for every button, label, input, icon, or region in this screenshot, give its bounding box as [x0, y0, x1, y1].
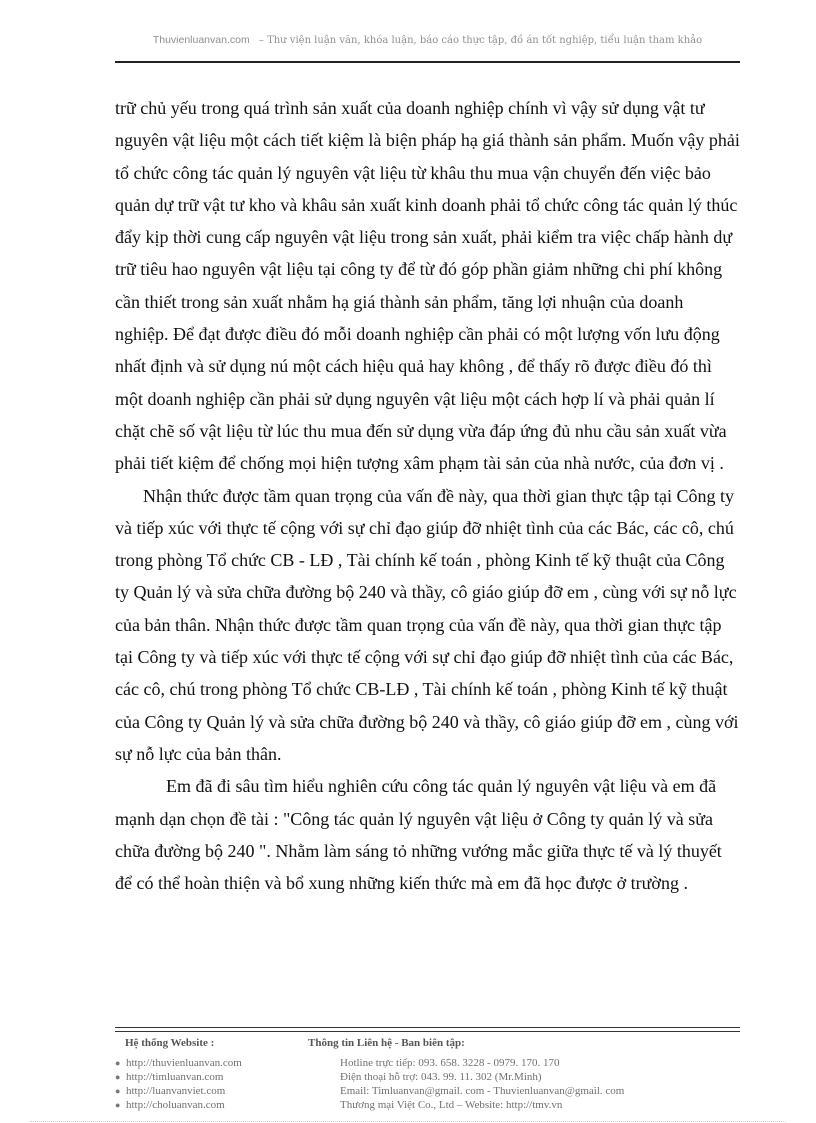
website-link[interactable]: http://luanvanviet.com: [126, 1085, 226, 1097]
websites-heading: Hệ thống Website :: [125, 1037, 215, 1049]
bullet-icon: ●: [115, 1100, 121, 1110]
header-site-name: Thuvienluanvan.com: [152, 34, 250, 46]
contact-hotline: Hotline trực tiếp: 093. 658. 3228 - 0979. 170. 170: [340, 1057, 560, 1069]
bullet-icon: ●: [115, 1086, 121, 1096]
contact-email[interactable]: Email: Timluanvan@gmail. com - Thuvienluanvan@gmail. com: [340, 1085, 625, 1097]
page-footer: [115, 1036, 740, 1118]
header-tagline: – Thư viện luận văn, khóa luận, báo cáo thực tập, đồ án tốt nghiệp, tiểu luận tham khảo: [258, 35, 703, 46]
footer-contact: [308, 1036, 748, 1112]
website-link[interactable]: http://choluanvan.com: [126, 1099, 225, 1111]
footer-websites: [115, 1036, 305, 1112]
body-paragraph-1: trữ chủ yếu trong quá trình sản xuất của doanh nghiệp chính vì vậy sử dụng vật tư nguyên vật liệu một cách tiết kiệm là biện pháp hạ giá thành sản phẩm. Muốn vậy phải tổ chức công tác quản lý nguyên vật liệu từ khâu thu mua vận chuyển đến việc bảo quản dự trữ vật tư kho và khâu sản xuất kinh doanh phải tổ chức công tác quản lý thúc đẩy kịp thời cung cấp nguyên vật liệu trong sản xuất, phải kiểm tra việc chấp hành dự trữ tiêu hao nguyên vật liệu tại công ty để từ đó góp phần giảm những chi phí không cần thiết trong sản xuất nhằm hạ giá thành sản phẩm, tăng lợi nhuận của doanh nghiệp. Để đạt được điều đó mỗi doanh nghiệp cần phải có một lượng vốn lưu động nhất định và sử dụng nú một cách hiệu quả hay không , để thấy rõ được điều đó thì một doanh nghiệp cần phải sử dụng nguyên vật liệu một cách hợp lí và phải quản lí chặt chẽ số vật liệu từ lúc thu mua đến sử dụng vừa đáp ứng đủ nhu cầu sản xuất vừa phải tiết kiệm để chống mọi hiện tượng xâm phạm tài sản của nhà nước, của đơn vị .: [115, 98, 740, 474]
document-body: [115, 92, 740, 899]
website-list: [115, 1056, 305, 1112]
contact-company[interactable]: Thương mại Việt Co., Ltd – Website: http://tmv.vn: [340, 1099, 563, 1111]
website-item[interactable]: [115, 1098, 305, 1112]
contact-phone: Điện thoại hỗ trợ: 043. 99. 11. 302 (Mr.Minh): [340, 1071, 542, 1083]
bottom-dotted-line: [30, 1121, 786, 1122]
body-paragraph-3: Em đã đi sâu tìm hiểu nghiên cứu công tác quản lý nguyên vật liệu và em đã mạnh dạn chọn đề tài : "Công tác quản lý nguyên vật liệu ở Công ty quản lý và sửa chữa đường bộ 240 ". Nhằm làm sáng tỏ những vướng mắc giữa thực tế và lý thuyết để có thể hoàn thiện và bổ xung những kiến thức mà em đã học được ở trường .: [115, 776, 722, 894]
header-divider: [115, 61, 740, 63]
body-paragraph-2: Nhận thức được tầm quan trọng của vấn đề này, qua thời gian thực tập tại Công ty và tiếp xúc với thực tế cộng với sự chỉ đạo giúp đỡ nhiệt tình của các Bác, các cô, chú trong phòng Tổ chức CB - LĐ , Tài chính kế toán , phòng Kinh tế kỹ thuật của Công ty Quản lý và sửa chữa đường bộ 240 và thầy, cô giáo giúp đỡ em , cùng với sự nỗ lực của bản thân. Nhận thức được tầm quan trọng của vấn đề này, qua thời gian thực tập tại Công ty và tiếp xúc với thực tế cộng với sự chỉ đạo giúp đỡ nhiệt tình của các Bác, các cô, chú trong phòng Tổ chức CB-LĐ , Tài chính kế toán , phòng Kinh tế kỹ thuật của Công ty Quản lý và sửa chữa đường bộ 240 và thầy, cô giáo giúp đỡ em , cùng với sự nỗ lực của bản thân.: [115, 485, 739, 764]
footer-divider: [115, 1027, 740, 1032]
website-link[interactable]: http://thuvienluanvan.com: [126, 1057, 242, 1069]
website-item[interactable]: [115, 1056, 305, 1070]
website-item[interactable]: [115, 1084, 305, 1098]
contact-details: [308, 1056, 748, 1112]
website-item[interactable]: [115, 1070, 305, 1084]
bullet-icon: ●: [115, 1058, 121, 1068]
contact-heading: Thông tin Liên hệ - Ban biên tập:: [308, 1037, 465, 1049]
website-link[interactable]: http://timluanvan.com: [126, 1071, 224, 1083]
page-header: [115, 34, 740, 46]
bullet-icon: ●: [115, 1072, 121, 1082]
